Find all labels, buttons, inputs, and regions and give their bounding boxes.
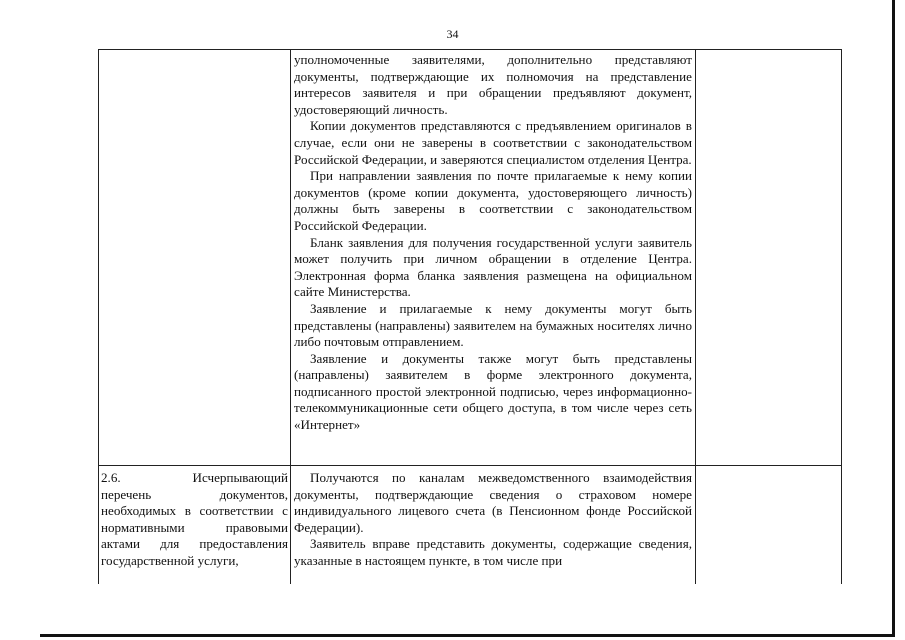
paragraph: Получаются по каналам межведомственного взаимодействия документы, подтверждающие сведения о страховом номере индивидуального лицевого счета (в Пенсионном фонде Российской Федерации). <box>294 470 692 535</box>
section-heading-line <box>101 470 288 487</box>
row2-left-cell <box>101 470 288 582</box>
paragraph: Заявление и прилагаемые к нему документы могут быть представлены (направлены) заявителем на бумажных носителях лично либо почтовым отправлением. <box>294 300 692 350</box>
section-heading-text: перечень документов, необходимых в соответствии с нормативными правовыми актами для предоставления государственной услуги, <box>101 486 288 568</box>
page-frame-right <box>892 0 895 636</box>
paragraph: При направлении заявления по почте прилагаемые к нему копии документов (кроме копии документа, удостоверяющего личность) должны быть заверены в соответствии с законодательством Российской Федерации. <box>294 168 692 233</box>
col-divider-1 <box>290 49 291 584</box>
section-heading-word: Исчерпывающий <box>192 470 288 485</box>
col-divider-left-edge <box>98 49 99 584</box>
table-border-top <box>98 49 842 50</box>
row1-middle-cell <box>294 52 692 434</box>
paragraph: Заявление и документы также могут быть представлены (направлены) заявителем в форме электронного документа, подписанного простой электронной подписью, через информационно-телекоммуникационные сети общего доступа, в том числе через сеть «Интернет» <box>294 350 692 433</box>
paragraph: Копии документов представляются с предъявлением оригиналов в случае, если они не заверены в соответствии с законодательством Российской Федерации, и заверяются специалистом отделения Центра. <box>294 118 692 167</box>
page-number: 34 <box>446 27 459 41</box>
row2-middle-cell <box>294 470 692 582</box>
paragraph: уполномоченные заявителями, дополнительно представляют документы, подтверждающие их полномочия на представление интересов заявителя и при обращении предъявляют документ, удостоверяющий личность. <box>294 52 692 117</box>
paragraph: Бланк заявления для получения государственной услуги заявитель может получить при личном обращении в отделение Центра. Электронная форма бланка заявления размещена на официальном сайте Министерства. <box>294 234 692 300</box>
paragraph: Заявитель вправе представить документы, содержащие сведения, указанные в настоящем пункте, в том числе при <box>294 536 692 568</box>
col-divider-right-edge <box>841 49 842 584</box>
section-number: 2.6. <box>101 470 121 485</box>
col-divider-2 <box>695 49 696 584</box>
row-divider <box>98 465 842 466</box>
page-frame-bottom <box>40 634 895 637</box>
